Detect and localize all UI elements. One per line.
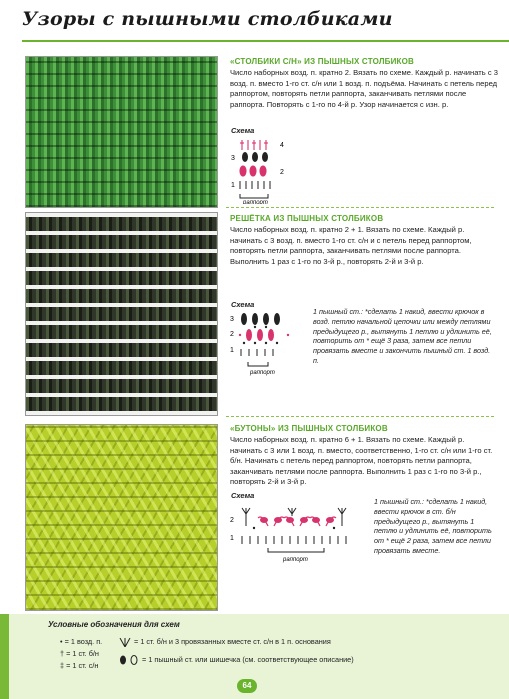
section-2-heading: РЕШЁТКА ИЗ ПЫШНЫХ СТОЛБИКОВ [230, 214, 384, 223]
chain-icon: • [60, 637, 63, 646]
scheme3-row-1: 1 [230, 535, 234, 542]
section-2 [230, 214, 498, 267]
row-number-3: 3 [231, 155, 235, 162]
section-2-scheme-diagram [228, 306, 303, 376]
section-3-note: 1 пышный ст.: *сделать 1 накид, ввести крючок в ст. б/н предыдущего р., вытянуть 1 петлю и удлинить её, повторить от * ещё 2 раза, затем все петли провязать вместе. [374, 497, 492, 555]
scheme2-row-3: 3 [230, 316, 234, 323]
row-number-2: 2 [280, 169, 284, 176]
section-3-scheme-diagram [228, 498, 368, 564]
double-crochet-icon: ‡ [60, 661, 65, 670]
section-1-rapport-label: раппорт [243, 200, 268, 204]
legend-item-sc: † = 1 ст. б/н [60, 649, 99, 658]
section-3-heading: «БУТОНЫ» ИЗ ПЫШНЫХ СТОЛБИКОВ [230, 424, 388, 433]
page-title: Узоры с пышными столбиками [22, 8, 393, 30]
row-number-4: 4 [280, 142, 284, 149]
section-2-text: Число наборных возд. п. кратно 2 + 1. Вязать по схеме. Каждый р. начинать с 3 возд. п. вместо 1-го ст. с/н и с петель перед раппортом, повторять петли раппорта, заканчивать петлями после раппорта. Выполнить 1 раз с 1-го по 3-й р., повторять 2-й и 3-й р. [230, 225, 472, 266]
legend-item-dc: ‡ = 1 ст. с/н [60, 661, 99, 670]
section-2-scheme-label: Схема [231, 300, 255, 309]
section-divider-1 [226, 207, 494, 208]
swatch-photo-green [25, 56, 218, 208]
legend-item-puff: = 1 пышный ст. или шишечка (см. соответствующее описание) [118, 655, 354, 665]
section-1-scheme-diagram [228, 134, 298, 204]
legend-item-chain: • = 1 возд. п. [60, 637, 103, 646]
puff-stitch-icon [118, 655, 140, 665]
section-3-rapport-label: раппорт [283, 557, 308, 563]
single-crochet-icon: † [60, 649, 65, 658]
scheme2-row-1: 1 [230, 347, 234, 354]
section-2-note: 1 пышный ст.: *сделать 1 накид, ввести крючок в возд. петлю начальной цепочки или между петлями предыдущего р., вытянуть 1 петлю и удлинить её, повторить от * ещё 3 раза, затем все петли провязать вместе и закончить пышный ст. 1 возд. п. [313, 307, 492, 365]
section-3 [230, 424, 498, 487]
legend-title: Условные обозначения для схем [48, 620, 180, 629]
swatch-photo-dark [25, 212, 218, 416]
section-divider-2 [226, 416, 494, 417]
page-number: 64 [237, 679, 257, 693]
scheme2-row-2: 2 [230, 331, 234, 338]
legend-side-bar [0, 614, 9, 699]
section-1-text: Число наборных возд. п. кратно 2. Вязать по схеме. Каждый р. начинать с 3 возд. п. вместо 1-го ст. с/н или 1 возд. п. подъёма. Начинать с петель перед раппортом, повторять петли раппорта, заканчивать петлями после раппорта. Повторять с 1-го по 4-й р. Узор начинается с изн. р. [230, 68, 498, 109]
section-3-scheme-label: Схема [231, 491, 255, 500]
swatch-photo-yellow [25, 424, 218, 611]
section-2-rapport-label: раппорт [250, 370, 275, 376]
legend-item-cluster: = 1 ст. б/н и 3 провязанных вместе ст. с/н в 1 п. основания [118, 637, 331, 647]
section-3-text: Число наборных возд. п. кратно 6 + 1. Вязать по схеме. Каждый р. начинать с 3 или 1 возд. п. вместо, соответственно, 1-го ст. с/н или 1-го ст. б/н. Начинать с петель перед раппортом, повторять петли раппорта, заканчивать петлями после раппорта. Выполнить 1 раз с 1-го по 3-й р., повторять 2-й и 3-й р. [230, 435, 493, 487]
section-1 [230, 57, 498, 110]
scheme3-row-2: 2 [230, 517, 234, 524]
title-divider [22, 40, 509, 42]
row-number-1: 1 [231, 182, 235, 189]
section-1-heading: «СТОЛБИКИ С/Н» ИЗ ПЫШНЫХ СТОЛБИКОВ [230, 57, 415, 66]
section-1-scheme-label: Схема [231, 126, 255, 135]
cluster-icon [118, 638, 132, 647]
